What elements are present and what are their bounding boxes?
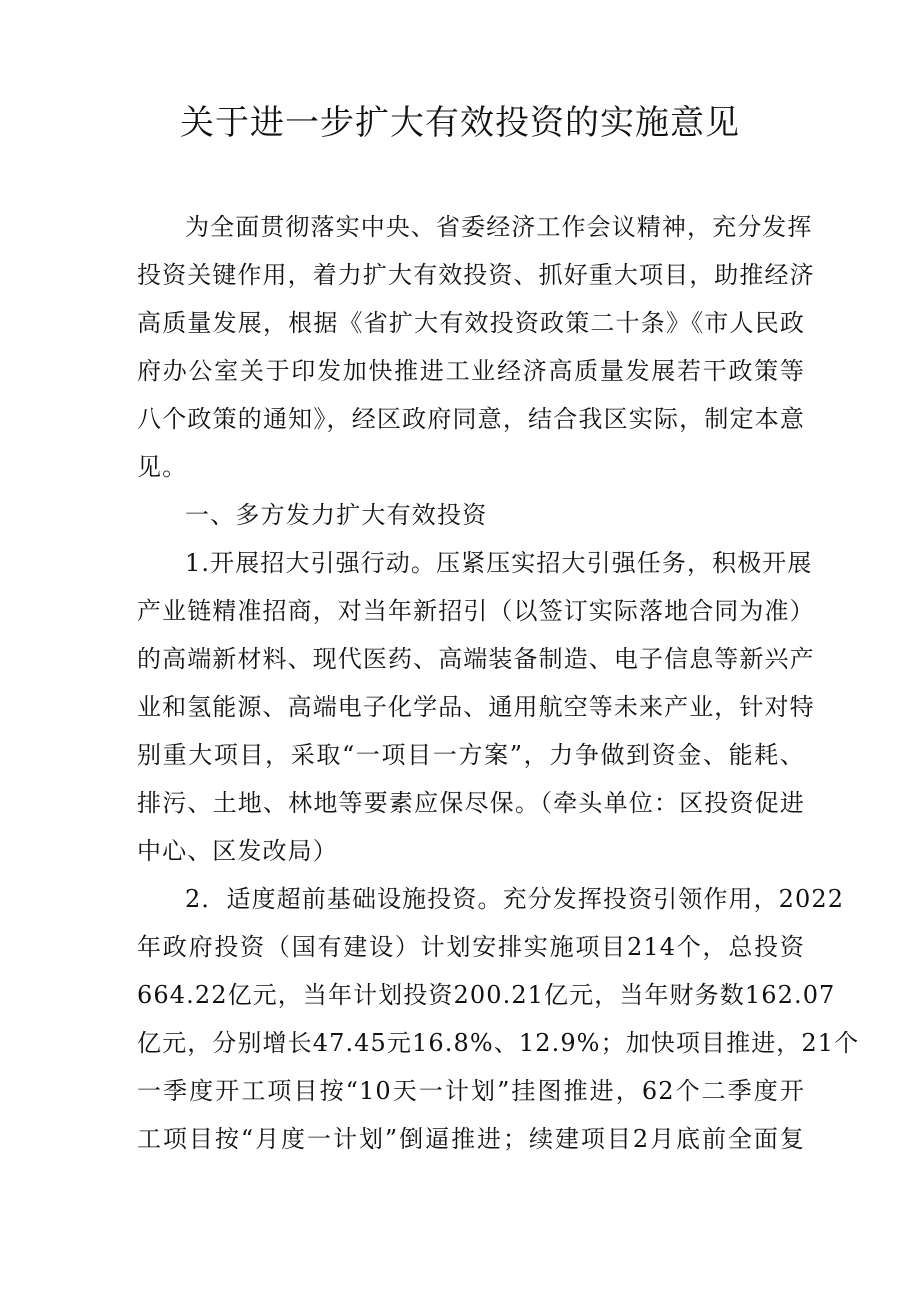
intro-line: 为全面贯彻落实中央、省委经济工作会议精神，充分发挥 bbox=[185, 213, 813, 241]
item-1-paragraph bbox=[137, 539, 815, 875]
item-1-line: 产业链精准招商，对当年新招引（以签订实际落地合同为准） bbox=[137, 597, 815, 625]
intro-paragraph bbox=[137, 203, 815, 491]
item-2-line: 2．适度超前基础设施投资。充分发挥投资引领作用，2022 bbox=[185, 885, 845, 913]
item-1-line: 业和氢能源、高端电子化学品、通用航空等未来产业，针对特 bbox=[137, 693, 815, 721]
document-body bbox=[137, 203, 860, 1163]
document-title: 关于进一步扩大有效投资的实施意见 bbox=[180, 103, 740, 143]
item-2-line: 亿元，分别增长47.45元16.8%、12.9%；加快项目推进，21个 bbox=[137, 1029, 860, 1057]
intro-line: 八个政策的通知》，经区政府同意，结合我区实际，制定本意 bbox=[137, 405, 805, 433]
item-1-line: 1.开展招大引强行动。压紧压实招大引强任务，积极开展 bbox=[185, 549, 813, 577]
item-1-line: 中心、区发改局） bbox=[137, 837, 338, 865]
intro-line: 高质量发展，根据《省扩大有效投资政策二十条》《市人民政 bbox=[137, 309, 805, 337]
item-2-line: 一季度开工项目按“10天一计划”挂图推进，62个二季度开 bbox=[137, 1077, 805, 1105]
item-2-line: 工项目按“月度一计划”倒逼推进；续建项目2月底前全面复 bbox=[137, 1125, 805, 1153]
item-1-line: 排污、土地、林地等要素应保尽保。（牵头单位：区投资促进 bbox=[137, 789, 805, 817]
item-2-line: 年政府投资（国有建设）计划安排实施项目214个，总投资 bbox=[137, 933, 805, 961]
item-2-line: 664.22亿元，当年计划投资200.21亿元，当年财务数162.07 bbox=[137, 981, 836, 1009]
section-heading: 一、多方发力扩大有效投资 bbox=[185, 501, 488, 529]
item-2-paragraph bbox=[137, 875, 860, 1163]
intro-line: 见。 bbox=[137, 453, 188, 481]
item-1-line: 别重大项目，采取“一项目一方案”，力争做到资金、能耗、 bbox=[137, 741, 805, 769]
intro-line: 府办公室关于印发加快推进工业经济高质量发展若干政策等 bbox=[137, 357, 805, 385]
intro-line: 投资关键作用，着力扩大有效投资、抓好重大项目，助推经济 bbox=[137, 261, 815, 289]
item-1-line: 的高端新材料、现代医药、高端装备制造、电子信息等新兴产 bbox=[137, 645, 815, 673]
